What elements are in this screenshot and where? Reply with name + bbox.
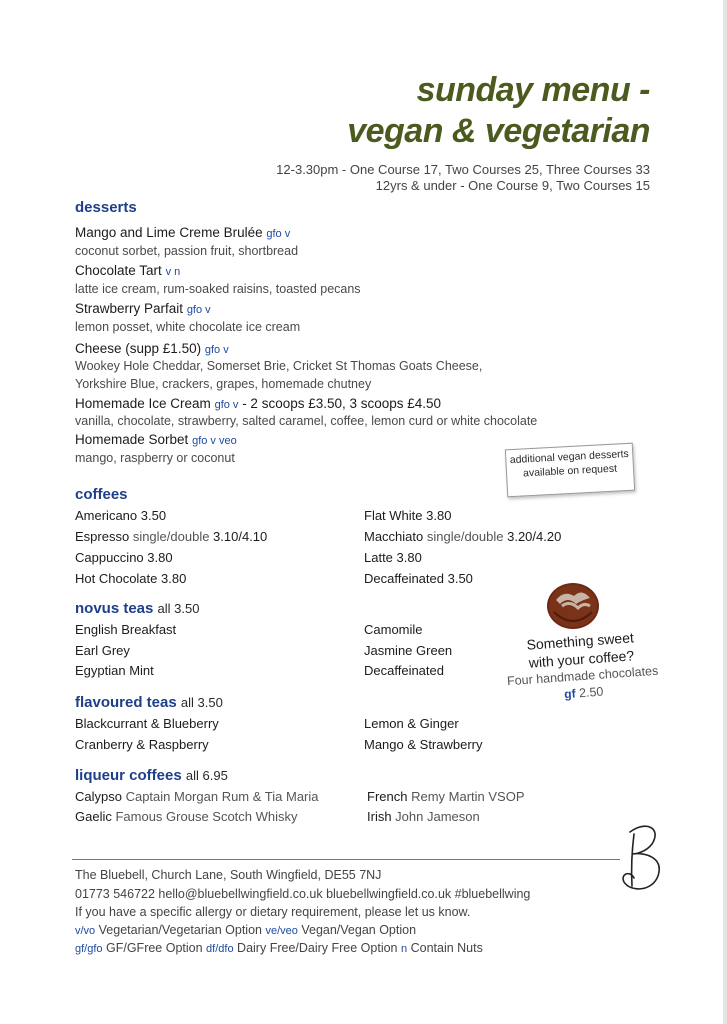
section-heading-flavoured-teas: flavoured teas all 3.50 bbox=[75, 694, 223, 711]
tea-item: Camomile bbox=[364, 622, 423, 637]
section-heading-coffees: coffees bbox=[75, 486, 128, 503]
footer-key-1: v/vo Vegetarian/Vegetarian Option ve/veo Vegan/Vegan Option bbox=[75, 923, 417, 937]
footer-key-2: gf/gfo GF/GFree Option df/dfo Dairy Free/Dairy Free Option n Contain Nuts bbox=[75, 941, 483, 955]
vegan-desserts-note: additional vegan desserts available on request bbox=[505, 443, 635, 498]
dessert-item: Chocolate Tart v n bbox=[75, 263, 181, 278]
dessert-description: lemon posset, white chocolate ice cream bbox=[75, 320, 301, 334]
footer-address: The Bluebell, Church Lane, South Wingfield, DE55 7NJ bbox=[75, 868, 382, 882]
page-edge bbox=[723, 0, 727, 1024]
dessert-description: vanilla, chocolate, strawberry, salted caramel, coffee, lemon curd or white chocolate bbox=[75, 414, 538, 428]
chocolate-promo bbox=[490, 626, 674, 708]
dessert-description: latte ice cream, rum-soaked raisins, toasted pecans bbox=[75, 282, 361, 296]
diet-tag: gfo v bbox=[186, 304, 211, 316]
coffee-item: Macchiato single/double 3.20/4.20 bbox=[364, 529, 562, 544]
price-line-child: 12yrs & under - One Course 9, Two Courses 15 bbox=[375, 178, 650, 193]
liqueur-item: Irish John Jameson bbox=[367, 809, 480, 824]
diet-tag: v n bbox=[165, 266, 181, 278]
diet-tag: gfo v bbox=[214, 399, 239, 411]
footer-allergy-note: If you have a specific allergy or dietary requirement, please let us know. bbox=[75, 905, 471, 919]
tea-item: Blackcurrant & Blueberry bbox=[75, 716, 219, 731]
coffee-item: Hot Chocolate 3.80 bbox=[75, 571, 187, 586]
coffee-item: Espresso single/double 3.10/4.10 bbox=[75, 529, 268, 544]
bluebell-logo-icon bbox=[616, 820, 666, 900]
coffee-item: Flat White 3.80 bbox=[364, 508, 452, 523]
tea-item: Cranberry & Raspberry bbox=[75, 737, 209, 752]
tea-item: Mango & Strawberry bbox=[364, 737, 483, 752]
dessert-item: Mango and Lime Creme Brulée gfo v bbox=[75, 225, 291, 240]
liqueur-item: Calypso Captain Morgan Rum & Tia Maria bbox=[75, 789, 319, 804]
tea-item: Decaffeinated bbox=[364, 663, 444, 678]
chocolate-icon bbox=[546, 582, 600, 630]
promo-line-2: with your coffee? bbox=[528, 647, 635, 671]
dessert-item: Cheese (supp £1.50) gfo v bbox=[75, 341, 229, 356]
diet-tag: gfo v veo bbox=[192, 435, 237, 447]
liqueur-item: Gaelic Famous Grouse Scotch Whisky bbox=[75, 809, 298, 824]
section-heading-desserts: desserts bbox=[75, 199, 137, 216]
dessert-description: Wookey Hole Cheddar, Somerset Brie, Cricket St Thomas Goats Cheese, bbox=[75, 359, 483, 373]
menu-title bbox=[347, 70, 650, 152]
coffee-item: Decaffeinated 3.50 bbox=[364, 571, 473, 586]
dessert-description-cont: Yorkshire Blue, crackers, grapes, homemade chutney bbox=[75, 377, 372, 391]
dessert-item: Homemade Sorbet gfo v veo bbox=[75, 432, 237, 447]
price-info bbox=[276, 162, 650, 194]
promo-price: gf 2.50 bbox=[563, 684, 604, 702]
section-heading-liqueur-coffees: liqueur coffees all 6.95 bbox=[75, 767, 228, 784]
title-line-2: vegan & vegetarian bbox=[347, 112, 650, 150]
dessert-description: mango, raspberry or coconut bbox=[75, 451, 235, 465]
dessert-description: coconut sorbet, passion fruit, shortbread bbox=[75, 244, 299, 258]
dessert-item: Homemade Ice Cream gfo v - 2 scoops £3.50, 3 scoops £4.50 bbox=[75, 396, 442, 411]
diet-tag: gfo v bbox=[204, 344, 229, 356]
coffee-item: Cappuccino 3.80 bbox=[75, 550, 173, 565]
tea-item: Earl Grey bbox=[75, 643, 130, 658]
tea-item: Lemon & Ginger bbox=[364, 716, 459, 731]
footer-divider bbox=[72, 859, 620, 860]
title-line-1: sunday menu - bbox=[416, 71, 650, 109]
liqueur-item: French Remy Martin VSOP bbox=[367, 789, 525, 804]
tea-item: Jasmine Green bbox=[364, 643, 453, 658]
section-heading-novus-teas: novus teas all 3.50 bbox=[75, 600, 200, 617]
coffee-item: Americano 3.50 bbox=[75, 508, 167, 523]
price-line-adult: 12-3.30pm - One Course 17, Two Courses 25, Three Courses 33 bbox=[276, 162, 650, 177]
coffee-item: Latte 3.80 bbox=[364, 550, 422, 565]
diet-tag: gfo v bbox=[266, 228, 291, 240]
footer-contact: 01773 546722 hello@bluebellwingfield.co.uk bluebellwingfield.co.uk #bluebellwing bbox=[75, 887, 531, 901]
promo-line-3: Four handmade chocolates bbox=[506, 663, 659, 689]
promo-line-1: Something sweet bbox=[526, 629, 635, 653]
tea-item: Egyptian Mint bbox=[75, 663, 154, 678]
tea-item: English Breakfast bbox=[75, 622, 177, 637]
dessert-item: Strawberry Parfait gfo v bbox=[75, 301, 211, 316]
